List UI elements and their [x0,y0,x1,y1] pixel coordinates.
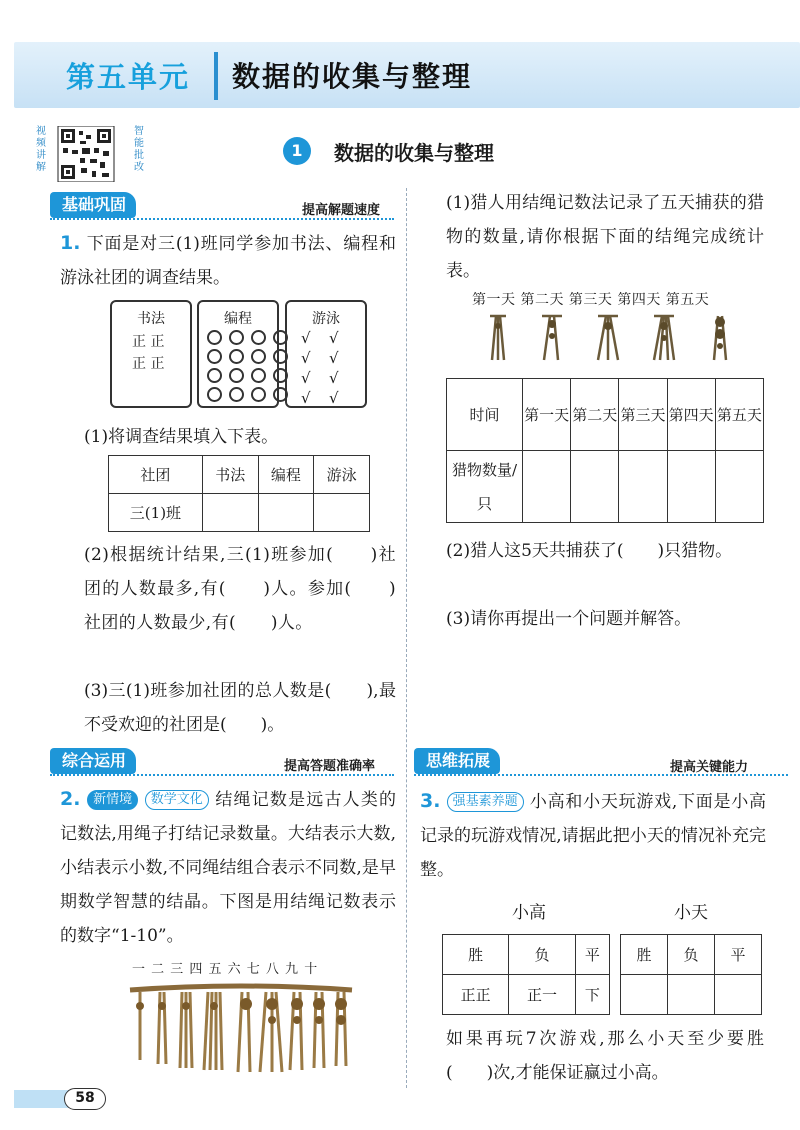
lesson-number-badge: 1 [283,137,311,165]
section-line-applied [50,774,394,776]
q3-tian-th-draw: 平 [715,935,762,975]
knot-numerals: 一 二 三 四 五 六 七 八 九 十 [132,962,319,977]
q3-name-gao: 小高 [512,903,546,923]
section-line-extend [414,774,788,776]
tag-new-context: 新情境 [87,790,138,810]
q3-gao-draw: 下 [575,975,609,1015]
q1-th-coding: 编程 [258,456,314,494]
q2-th-day3: 第三天 [619,379,667,451]
knot-rope-figure [126,980,356,1078]
unit-label: 第五单元 [66,60,191,94]
box-title-swimming: 游泳 [312,311,340,327]
page-title: 数据的收集与整理 [232,60,473,93]
q3-number: 3. [420,790,441,812]
q1-table [108,455,370,532]
q2-th-time: 时间 [447,379,523,451]
tag-math-culture: 数学文化 [145,790,209,810]
q3-tian-answer-cell[interactable] [715,975,762,1015]
q1-answer-cell[interactable] [314,494,370,532]
q2-row-label: 猎物数量/只 [447,451,523,523]
q1-answer-cell[interactable] [202,494,258,532]
section-note-applied: 提高答题准确率 [284,759,376,774]
check-marks: √ √ √ √ √ √ √ √ [301,329,339,407]
page-number: 58 [64,1088,106,1110]
q2-sub2: (2)猎人这5天共捕获了( )只猎物。 [446,541,733,561]
q2-th-day1: 第一天 [523,379,571,451]
circle-marks [207,330,289,402]
section-tag-extend: 思维拓展 [414,748,500,774]
q1-th-club: 社团 [109,456,203,494]
q2-text [60,782,396,953]
q2-table [446,378,764,523]
q3-gao-th-lose: 负 [509,935,575,975]
q1-sub2: (2)根据统计结果,三(1)班参加( )社团的人数最多,有( )人。参加( )社团的人数最少,有( )人。 [84,545,396,633]
q1-prompt: 下面是对三(1)班同学参加书法、编程和游泳社团的调查结果。 [60,234,396,288]
q3-gao-lose: 正一 [509,975,575,1015]
q3-table-tian [620,934,762,1015]
q3-gao-th-draw: 平 [575,935,609,975]
q3-gao-th-win: 胜 [443,935,509,975]
qr-left-text: 视频讲解 [36,126,46,173]
q3-tian-th-win: 胜 [621,935,668,975]
q3-tail: 如果再玩7次游戏,那么小天至少要胜( )次,才能保证赢过小高。 [446,1029,764,1083]
q2-th-day2: 第二天 [571,379,619,451]
banner-divider [214,52,218,100]
survey-box-calligraphy [110,300,192,408]
qr-code-icon[interactable] [50,126,128,182]
q3-text [420,784,766,887]
q1-th-swimming: 游泳 [314,456,370,494]
survey-box-coding [197,300,279,408]
q3-name-tian: 小天 [674,903,708,923]
q2-prompt: 结绳记数是远古人类的记数法,用绳子打结记录数量。大结表示大数,小结表示小数,不同绳结组合表示不同数,是早期数学智慧的结晶。下图是用结绳记数表示的数字“1-10”。 [60,790,397,946]
knot-days-figure [478,312,748,364]
q1-th-calligraphy: 书法 [202,456,258,494]
knot-days-caption: 第一天 第二天 第三天 第四天 第五天 [472,292,710,308]
q2-th-day4: 第四天 [667,379,715,451]
q2-answer-cell[interactable] [619,451,667,523]
lesson-title: 数据的收集与整理 [334,141,494,165]
section-tag-applied: 综合运用 [50,748,136,774]
q2-answer-cell[interactable] [571,451,619,523]
box-title-coding: 编程 [224,311,252,327]
q3-tian-answer-cell[interactable] [668,975,715,1015]
q1-text [60,226,396,295]
q3-gao-win: 正正 [443,975,509,1015]
q1-answer-cell[interactable] [258,494,314,532]
q3-table-gao [442,934,610,1015]
column-divider [406,188,407,1088]
q2-th-day5: 第五天 [715,379,763,451]
qr-right-text: 智能批改 [134,126,144,173]
tally-marks-2: 正 正 [132,356,165,372]
q3-tian-answer-cell[interactable] [621,975,668,1015]
survey-box-swimming [285,300,367,408]
q2-sub3: (3)请你再提出一个问题并解答。 [446,609,692,629]
q3-tian-th-lose: 负 [668,935,715,975]
q2-answer-cell[interactable] [523,451,571,523]
q1-row-label: 三(1)班 [109,494,203,532]
section-note-basic: 提高解题速度 [302,203,381,218]
q2-answer-cell[interactable] [667,451,715,523]
q3-prompt: 小高和小天玩游戏,下面是小高记录的玩游戏情况,请据此把小天的情况补充完整。 [420,792,767,880]
q2-number: 2. [60,788,81,810]
box-title-calligraphy: 书法 [137,311,165,327]
tally-marks-1: 正 正 [132,334,165,350]
section-tag-basic: 基础巩固 [50,192,136,218]
section-line-basic [50,218,394,220]
tag-core-literacy: 强基素养题 [447,792,524,812]
q2-sub1: (1)猎人用结绳记数法记录了五天捕获的猎物的数量,请你根据下面的结绳完成统计表。 [446,193,764,281]
q2-answer-cell[interactable] [715,451,763,523]
section-note-extend: 提高关键能力 [670,760,749,775]
q1-number: 1. [60,232,81,254]
q1-sub3: (3)三(1)班参加社团的总人数是( ),最不受欢迎的社团是( )。 [84,681,396,735]
q1-sub1: (1)将调查结果填入下表。 [84,427,279,447]
